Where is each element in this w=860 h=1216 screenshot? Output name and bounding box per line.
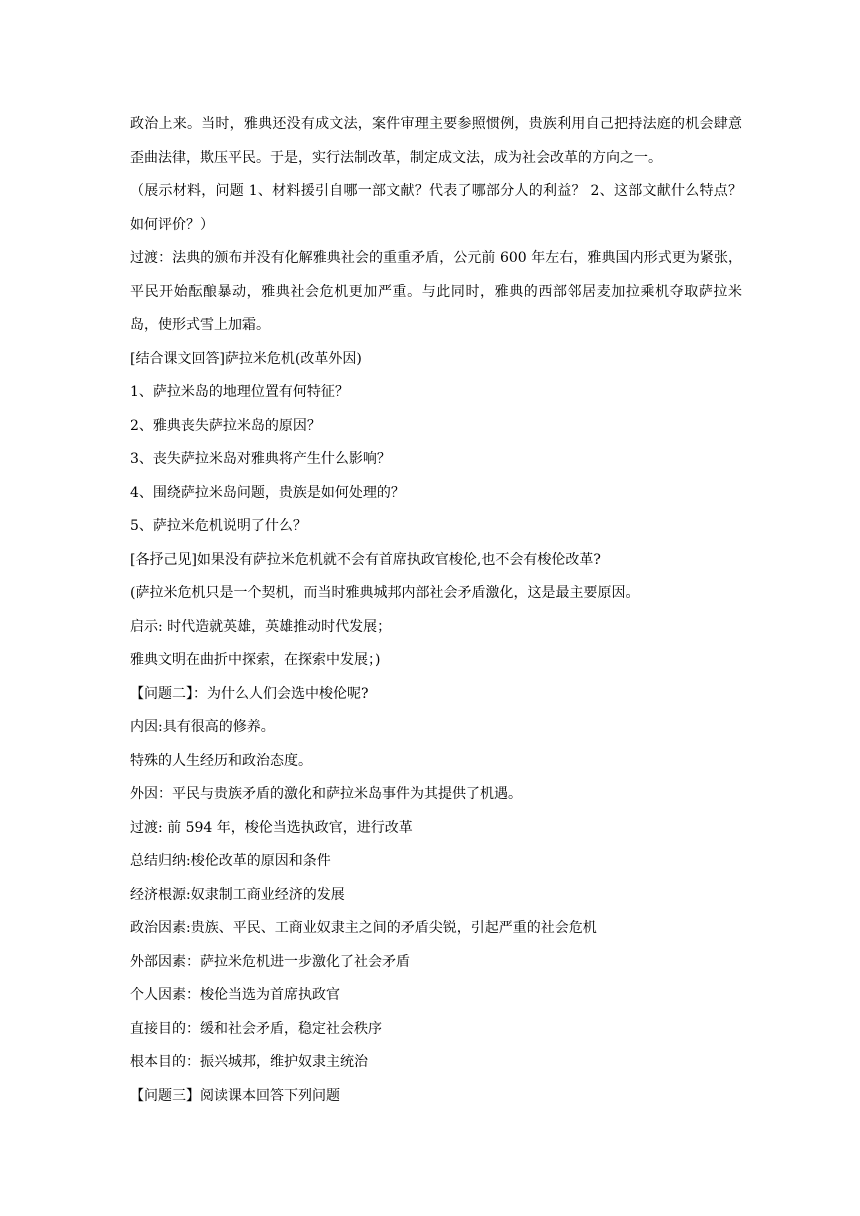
- heading-question-two: 【问题二】：为什么人们会选中梭伦呢?: [130, 685, 369, 702]
- paragraph-transition-2: 过渡: 前 594 年，梭伦当选执政官，进行改革: [130, 819, 413, 836]
- paragraph-section-salamis: [结合课文回答]萨拉米危机(改革外因): [130, 350, 362, 367]
- paragraph-discussion-answer: (萨拉米危机只是一个契机，而当时雅典城邦内部社会矛盾激化，这是最主要原因。: [130, 585, 640, 601]
- paragraph-transition-1: 过渡：法典的颁布并没有化解雅典社会的重重矛盾，公元前 600 年左右，雅典国内形式更为紧张，平民开始酝酿暴动，雅典社会危机更加严重。与此同时，雅典的西部邻居麦加拉乘机夺取萨拉米岛，使形式雪上加霜。: [130, 250, 742, 333]
- paragraph-external-cause: 外因：平民与贵族矛盾的激化和萨拉米岛事件为其提供了机遇。: [130, 786, 522, 802]
- paragraph-political-factor: 政治因素:贵族、平民、工商业奴隶主之间的矛盾尖锐，引起严重的社会危机: [130, 920, 597, 936]
- paragraph-summary-heading: 总结归纳:梭伦改革的原因和条件: [130, 853, 331, 869]
- paragraph-fundamental-purpose: 根本目的：振兴城邦，维护奴隶主统治: [130, 1054, 368, 1070]
- list-item-question-5: 5、萨拉米危机说明了什么？: [130, 518, 307, 534]
- paragraph-direct-purpose: 直接目的：缓和社会矛盾，稳定社会秩序: [130, 1020, 382, 1037]
- list-item-question-4: 4、围绕萨拉米岛问题，贵族是如何处理的？: [130, 484, 405, 501]
- paragraph-insight: 启示: 时代造就英雄，英雄推动时代发展；: [130, 618, 392, 635]
- list-item-question-3: 3、丧失萨拉米岛对雅典将产生什么影响？: [130, 451, 391, 467]
- paragraph-internal-cause-2: 特殊的人生经历和政治态度。: [130, 752, 312, 769]
- document-body: [130, 108, 742, 1113]
- list-item-question-1: 1、萨拉米岛的地理位置有何特征？: [130, 384, 349, 400]
- paragraph-internal-cause: 内因:具有很高的修养。: [130, 719, 275, 735]
- paragraph-insight-2: 雅典文明在曲折中探索，在探索中发展；): [130, 652, 381, 668]
- heading-question-three: 【问题三】阅读课本回答下列问题: [130, 1087, 340, 1104]
- paragraph-external-factor: 外部因素：萨拉米危机进一步激化了社会矛盾: [130, 953, 410, 970]
- paragraph-economic-root: 经济根源:奴隶制工商业经济的发展: [130, 886, 345, 903]
- paragraph-personal-factor: 个人因素：梭伦当选为首席执政官: [130, 987, 340, 1003]
- paragraph-discussion: [各抒己见]如果没有萨拉米危机就不会有首席执政官梭伦,也不会有梭伦改革?: [130, 551, 601, 568]
- paragraph-intro: 政治上来。当时，雅典还没有成文法，案件审理主要参照惯例，贵族利用自己把持法庭的机会肆意歪曲法律，欺压平民。于是，实行法制改革，制定成文法，成为社会改革的方向之一。: [130, 116, 742, 166]
- list-item-question-2: 2、雅典丧失萨拉米岛的原因？: [130, 417, 321, 434]
- paragraph-material-questions: （展示材料，问题 1、材料援引自哪一部文献？代表了哪部分人的利益？ 2、这部文献什么特点？如何评价？）: [130, 183, 742, 233]
